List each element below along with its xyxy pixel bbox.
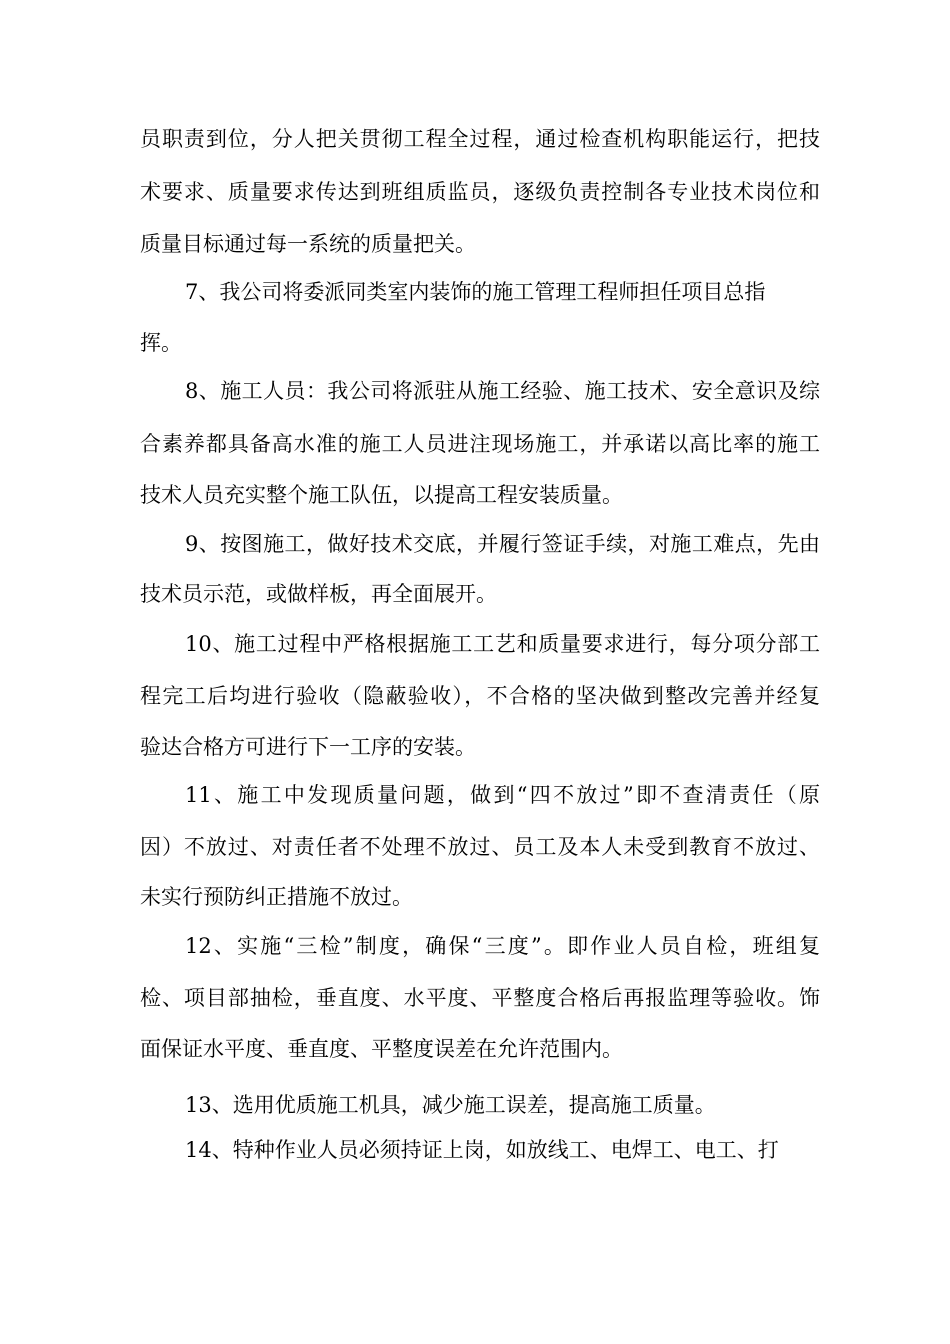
text-line: 7、我公司将委派同类室内装饰的施工管理工程师担任项目总指	[185, 280, 766, 304]
text-line: 未实行预防纠正措施不放过。	[140, 885, 413, 909]
text-line: 合素养都具备高水准的施工人员进注现场施工，并承诺以高比率的施工	[140, 432, 820, 456]
text-line: 面保证水平度、垂直度、平整度误差在允许范围内。	[140, 1037, 623, 1061]
text-line: 技术员示范，或做样板，再全面展开。	[140, 582, 497, 606]
text-line: 技术人员充实整个施工队伍，以提高工程安装质量。	[140, 483, 623, 507]
text-line: 14、特种作业人员必须持证上岗，如放线工、电焊工、电工、打	[185, 1138, 779, 1162]
text-line: 程完工后均进行验收（隐蔽验收），不合格的坚决做到整改完善并经复	[140, 684, 820, 708]
text-line: 8、施工人员：我公司将派驻从施工经验、施工技术、安全意识及综	[185, 379, 820, 403]
text-line: 9、按图施工，做好技术交底，并履行签证手续，对施工难点，先由	[185, 532, 820, 556]
text-line: 因）不放过、对责任者不处理不放过、员工及本人未受到教育不放过、	[140, 835, 820, 859]
text-line: 质量目标通过每一系统的质量把关。	[140, 232, 476, 256]
text-line: 10、施工过程中严格根据施工工艺和质量要求进行，每分项分部工	[185, 632, 820, 656]
text-line: 检、项目部抽检，垂直度、水平度、平整度合格后再报监理等验收。饰	[140, 986, 820, 1010]
text-line: 验达合格方可进行下一工序的安装。	[140, 735, 476, 759]
text-line: 11、施工中发现质量问题，做到“四不放过”即不查清责任（原	[185, 783, 820, 807]
text-line: 术要求、质量要求传达到班组质监员，逐级负责控制各专业技术岗位和	[140, 180, 820, 204]
text-line: 挥。	[140, 331, 182, 355]
text-line: 13、选用优质施工机具，减少施工误差，提高施工质量。	[185, 1093, 716, 1117]
text-line: 12、实施“三检”制度，确保“三度”。即作业人员自检，班组复	[185, 934, 820, 958]
text-line: 员职责到位，分人把关贯彻工程全过程，通过检查机构职能运行，把技	[140, 127, 820, 151]
